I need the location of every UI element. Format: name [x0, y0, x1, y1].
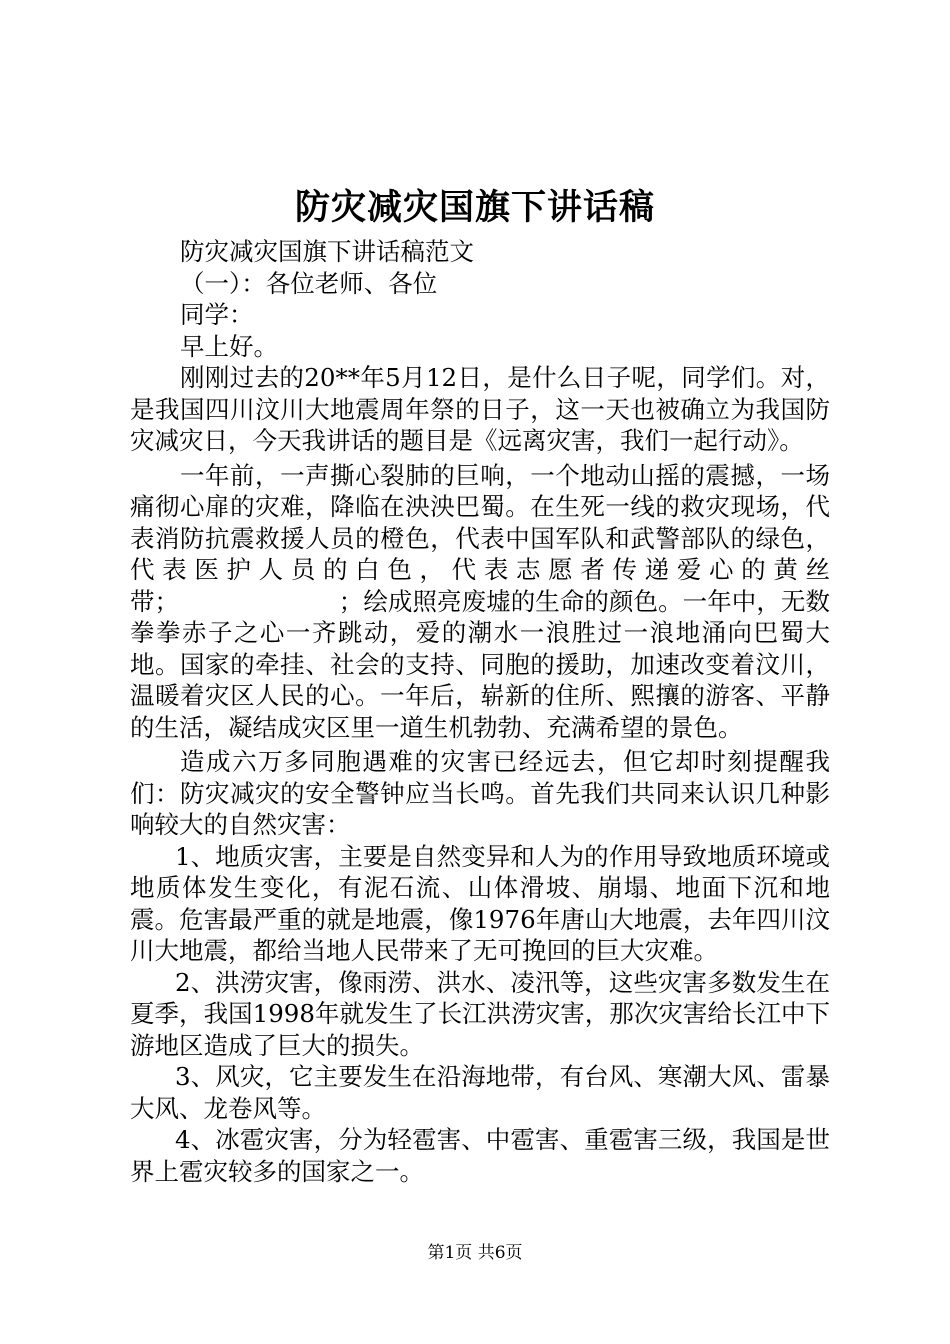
paragraph-warning: 造成六万多同胞遇难的灾害已经远去，但它却时刻提醒我们：防灾减灾的安全警钟应当长鸣。首先我们共同来认识几种影响较大的自然灾害： [130, 747, 830, 839]
paragraph-subtitle: 防灾减灾国旗下讲话稿范文 [180, 237, 474, 266]
paragraph-salutation: （一）：各位老师、各位 [180, 268, 438, 298]
paragraph-hail: 4、冰雹灾害，分为轻雹害、中雹害、重雹害三级，我国是世界上雹灾较多的国家之一。 [130, 1125, 830, 1186]
paragraph-greeting: 早上好。 [180, 331, 278, 361]
document-title: 防灾减灾国旗下讲话稿 [294, 187, 655, 228]
document-body [130, 236, 830, 1187]
paragraph-wind: 3、风灾，它主要发生在沿海地带，有台风、寒潮大风、雷暴大风、龙卷风等。 [130, 1062, 830, 1123]
paragraph-salutation-cont: 同学： [180, 300, 254, 329]
page-footer: 第1页 共6页 [427, 1243, 523, 1263]
paragraph-memory: 一年前，一声撕心裂肺的巨响，一个地动山摇的震撼，一场痛彻心扉的灾难，降临在泱泱巴蜀。在生死一线的救灾现场，代表消防抗震救援人员的橙色，代表中国军队和武警部队的绿色，代表医护人员的白色，代表志愿者传递爱心的黄丝带； ；绘成照亮废墟的生命的颜色。一年中，无数拳拳赤子之心一齐跳动，爱的潮水一浪胜过一浪地涌向巴蜀大地。国家的牵挂、社会的支持、同胞的援助，加速改变着汶川，温暖着灾区人民的心。一年后，崭新的住所、熙攘的游客、平静的生活，凝结成灾区里一道生机勃勃、充满希望的景色。 [130, 460, 830, 742]
paragraph-intro: 刚刚过去的20**年5月12日，是什么日子呢，同学们。对，是我国四川汶川大地震周年祭的日子，这一天也被确立为我国防灾减灾日，今天我讲话的题目是《远离灾害，我们一起行动》。 [130, 363, 830, 455]
paragraph-geological: 1、地质灾害，主要是自然变异和人为的作用导致地质环境或地质体发生变化，有泥石流、山体滑坡、崩塌、地面下沉和地震。危害最严重的就是地震，像1976年唐山大地震，去年四川汶川大地震，都给当地人民带来了无可挽回的巨大灾难。 [130, 841, 830, 965]
paragraph-flood: 2、洪涝灾害，像雨涝、洪水、凌汛等，这些灾害多数发生在夏季，我国1998年就发生了长江洪涝灾害，那次灾害给长江中下游地区造成了巨大的损失。 [130, 967, 830, 1060]
